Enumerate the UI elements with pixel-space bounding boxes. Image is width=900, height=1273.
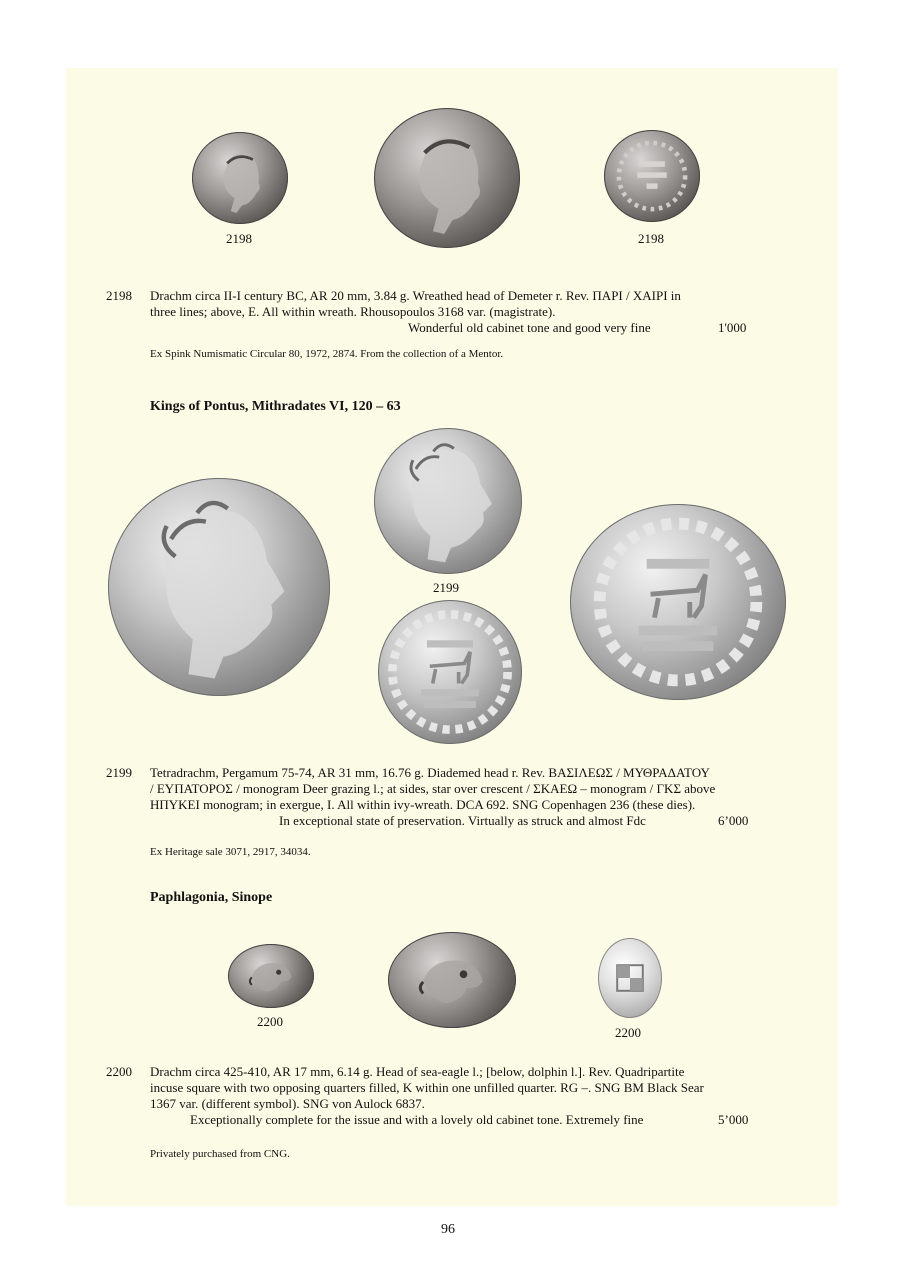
lot-2198-grade: Wonderful old cabinet tone and good very fine — [408, 320, 651, 335]
caption-2198-left: 2198 — [226, 231, 252, 246]
lot-2200-provenance: Privately purchased from CNG. — [150, 1148, 290, 1160]
lot-2200-description-line3: 1367 var. (different symbol). SNG von Aulock 6837. — [150, 1096, 425, 1111]
lot-2199-provenance: Ex Heritage sale 3071, 2917, 34034. — [150, 846, 311, 858]
lot-number-2200: 2200 — [106, 1064, 132, 1079]
sea-eagle-head-icon — [388, 932, 516, 1028]
sea-eagle-head-icon — [228, 944, 314, 1008]
caption-2198-right: 2198 — [638, 231, 664, 246]
demeter-head-icon — [374, 108, 520, 248]
lot-2200-estimate: 5’000 — [718, 1112, 749, 1127]
lot-2198-provenance: Ex Spink Numismatic Circular 80, 1972, 2874. From the collection of a Mentor. — [150, 348, 504, 360]
lot-2198-description-line1: Drachm circa II-I century BC, AR 20 mm, 3.84 g. Wreathed head of Demeter r. Rev. ΠΑΡΙ / ΧΑΙΡΙ in — [150, 288, 681, 303]
caption-2200-right: 2200 — [615, 1025, 641, 1040]
stag-wreath-icon — [378, 600, 522, 744]
coin-2200-reverse — [598, 938, 662, 1018]
lot-2200-description-line1: Drachm circa 425-410, AR 17 mm, 6.14 g. Head of sea-eagle l.; [below, dolphin l.]. Rev. Quadripartite — [150, 1064, 685, 1079]
lot-2199-description-line3: ΗΠΥΚΕΙ monogram; in exergue, I. All within ivy-wreath. DCA 692. SNG Copenhagen 236 (these dies). — [150, 797, 696, 812]
section-heading-pontus: Kings of Pontus, Mithradates VI, 120 – 63 — [150, 399, 401, 414]
incuse-square-icon — [598, 938, 662, 1018]
lot-2199-description-line2: / ΕΥΠΑΤΟΡΟΣ / monogram Deer grazing l.; at sides, star over crescent / ΣΚΑΕΩ – monogram / ΓΚΣ above — [150, 781, 716, 796]
caption-2200-left: 2200 — [257, 1014, 283, 1029]
coin-2199-obverse-large — [108, 478, 330, 696]
lot-2198-estimate: 1'000 — [718, 320, 747, 335]
coin-2199-reverse-large — [570, 504, 786, 700]
mithradates-head-icon — [374, 428, 522, 574]
coin-2198-obverse-large — [374, 108, 520, 248]
lot-2198-description-line2: three lines; above, E. All within wreath. Rhousopoulos 3168 var. (magistrate). — [150, 304, 556, 319]
caption-2199: 2199 — [433, 580, 459, 595]
lot-2199-description-line1: Tetradrachm, Pergamum 75-74, AR 31 mm, 16.76 g. Diademed head r. Rev. ΒΑΣΙΛΕΩΣ / ΜΥΘΡΑΔΑΤΟΥ — [150, 765, 710, 780]
page-number: 96 — [441, 1222, 455, 1237]
wreath-inscription-icon — [604, 130, 700, 222]
coin-2200-obverse-small — [228, 944, 314, 1008]
mithradates-head-icon — [108, 478, 330, 696]
coin-2199-reverse-small — [378, 600, 522, 744]
coin-2198-obverse-small — [192, 132, 288, 224]
section-heading-sinope: Paphlagonia, Sinope — [150, 890, 273, 905]
lot-2199-grade: In exceptional state of preservation. Virtually as struck and almost Fdc — [279, 813, 646, 828]
lot-2200-description-line2: incuse square with two opposing quarters filled, K within one unfilled quarter. RG –. SNG BM Black Sear — [150, 1080, 704, 1095]
stag-wreath-icon — [570, 504, 786, 700]
demeter-head-icon — [192, 132, 288, 224]
lot-number-2199: 2199 — [106, 765, 132, 780]
coin-2199-obverse-small — [374, 428, 522, 574]
lot-2200-grade: Exceptionally complete for the issue and with a lovely old cabinet tone. Extremely fine — [190, 1112, 644, 1127]
lot-2199-estimate: 6’000 — [718, 813, 749, 828]
coin-2198-reverse — [604, 130, 700, 222]
coin-2200-obverse-large — [388, 932, 516, 1028]
lot-number-2198: 2198 — [106, 288, 132, 303]
